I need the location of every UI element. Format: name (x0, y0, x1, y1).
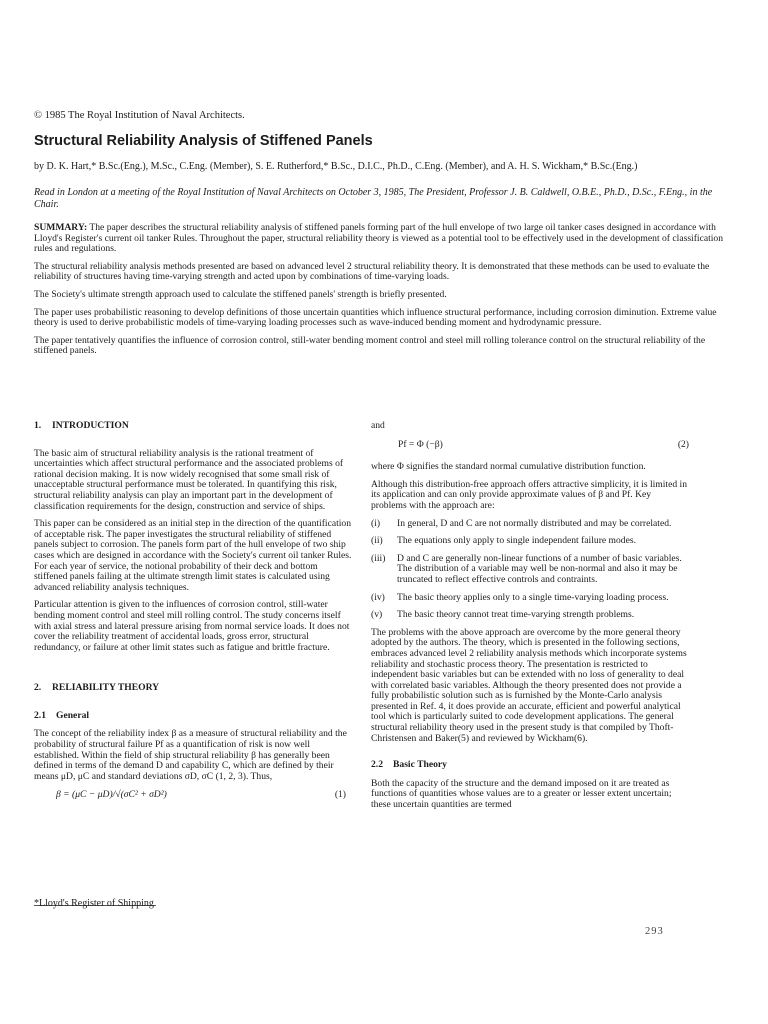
venue-line: Read in London at a meeting of the Royal Institution of Naval Architects on October 3, 1985, The President, Professor J. B. Caldwell, O.B.E., Ph.D., D.Sc., F.Eng., in the Chair. (34, 187, 713, 210)
subsection-heading-general (34, 711, 352, 722)
list-text: The basic theory cannot treat time-varying strength problems. (397, 609, 635, 621)
subsection-title: General (56, 709, 90, 721)
right-column (371, 421, 689, 818)
subsection-heading-basic-theory (371, 760, 689, 771)
section-number: 1. (34, 420, 42, 431)
summary-paragraph: The structural reliability analysis methods presented are based on advanced level 2 structural reliability theory. It is demonstrated that these methods can be used to evaluate the reliability of structures having time-varying strength and acted upon by combinations of time-varying loads. (34, 260, 710, 283)
list-text: D and C are generally non-linear functions of a number of basic variables. The distribution of a variable may well be non-normal and also it may be truncated to reflect effective controls and contraints. (397, 552, 682, 585)
body-paragraph: where Φ signifies the standard normal cumulative distribution function. (371, 461, 646, 473)
body-paragraph: The concept of the reliability index β as a measure of structural reliability and the probability of structural failure Pf as a quantification of risk is now well established. Within the field of ship structural reliability β has generally been defined in terms of the demand D and capability C, which are defined by their means μD, μC and standard deviations σD, σC (1, 2, 3). Thus, (34, 728, 347, 782)
body-paragraph: Although this distribution-free approach offers attractive simplicity, it is limited in its application and can only provide approximate values of β and Pf. Key problems with the approach are: (371, 478, 687, 511)
subsection-number: 2.2 (371, 759, 383, 771)
section-heading-reliability-theory (34, 683, 352, 694)
body-paragraph: This paper can be considered as an initial step in the direction of the quantification of acceptable risk. The paper investigates the structural reliability of stiffened panels subject to corrosion. The panels form part of the hull envelope of two ship cases which are designed in accordance with the Society's current oil tanker Rules. For each year of service, the notional probability of their deck and bottom stiffened panels failing at the ultimate strength limit states is calculated using advanced reliability analysis techniques. (34, 518, 352, 593)
page-number: 293 (645, 926, 664, 937)
equation-1 (34, 790, 352, 801)
section-heading-introduction (34, 421, 352, 432)
list-marker: (iii) (371, 552, 386, 564)
section-number: 2. (34, 682, 42, 694)
list-marker: (i) (371, 517, 381, 529)
left-column (34, 421, 352, 813)
equation-2 (371, 440, 689, 451)
summary-label: SUMMARY: (34, 222, 88, 233)
equation-number: (1) (334, 789, 346, 801)
list-marker: (iv) (371, 591, 385, 603)
copyright-notice: © 1985 The Royal Institution of Naval Architects. (34, 110, 245, 121)
author-line: by D. K. Hart,* B.Sc.(Eng.), M.Sc., C.Eng. (Member), S. E. Rutherford,* B.Sc., D.I.C., Ph.D., C.Eng. (Member), and A. H. S. Wickham,* B.Sc.(Eng.) (34, 161, 638, 172)
section-title: INTRODUCTION (52, 420, 129, 431)
list-item (371, 593, 689, 604)
list-item (371, 610, 689, 621)
summary-text: The paper describes the structural reliability analysis of stiffened panels forming part of the hull envelope of two large oil tanker cases designed in accordance with Lloyd's Register's current oil tanker Rules. Throughout the paper, structural reliability theory is viewed as a potential tool to be effectively used in the development of classification rules and regulations. (34, 222, 724, 255)
body-paragraph: Both the capacity of the structure and the demand imposed on it are treated as functions of quantities whose values are to a greater or lesser extent uncertain; these uncertain quantities are termed (371, 777, 672, 811)
problem-list (371, 519, 689, 621)
body-paragraph: The basic aim of structural reliability analysis is the rational treatment of uncertainties which affect structural performance and the associated problems of rational decision making. It is now widely recognised that some small risk of unacceptable structural performance must be tolerated. In quantifying this risk, structural reliability analysis can play an important part in the development of classification requirements for the design, construction and service of ships. (34, 447, 344, 512)
section-title: RELIABILITY THEORY (52, 682, 160, 694)
list-item (371, 536, 689, 547)
list-marker: (v) (371, 609, 383, 621)
list-text: In general, D and C are not normally distributed and may be correlated. (397, 517, 672, 529)
list-marker: (ii) (371, 535, 383, 547)
paper-title: Structural Reliability Analysis of Stiffened Panels (34, 133, 373, 149)
body-paragraph: Particular attention is given to the influences of corrosion control, still-water bending moment control and steel mill rolling control. The study concerns itself with axial stress and lateral pressure arising from normal service loads. It does not cover the reliability treatment of accidental loads, gross error, structural redundancy, or failure at other limit states such as fatigue and brittle fracture. (34, 599, 350, 653)
summary-paragraph: The paper uses probabilistic reasoning to develop definitions of those uncertain quantities which influence structural performance, including corrosion diminution. Extreme value theory is used to derive probabilistic models of time-varying loading processes such as wave-induced bending moment and hydrodynamic pressure. (34, 306, 717, 329)
list-item (371, 519, 689, 530)
list-item (371, 554, 689, 586)
body-text: and (371, 420, 385, 431)
summary-block (34, 223, 734, 364)
equation-body: Pf = Φ (−β) (398, 438, 443, 450)
equation-body: β = (μC − μD)/√(σC² + σD²) (56, 789, 167, 801)
summary-paragraph (34, 223, 734, 255)
subsection-number: 2.1 (34, 709, 46, 721)
list-text: The basic theory applies only to a single time-varying loading process. (397, 591, 669, 603)
summary-paragraph: The Society's ultimate strength approach used to calculate the stiffened panels' strength is briefly presented. (34, 288, 447, 300)
equation-number: (2) (677, 438, 689, 450)
subsection-title: Basic Theory (393, 759, 447, 771)
footnote: *Lloyd's Register of Shipping (34, 898, 154, 909)
body-paragraph: The problems with the above approach are overcome by the more general theory adopted by the authors. The theory, which is presented in the following sections, embraces advanced level 2 reliability analysis methods which incorporate systems reliability and stochastic process theory. The presentation is restricted to independent basic variables but can be extended with no loss of generality to deal with correlated basic variables. Although the theory presented does not provide a fully probabilistic solution such as is furnished by the Monte-Carlo analysis presented in Ref. 4, it does provide an accurate, efficient and powerful analytical tool which is particularly suited to code development applications. The general structural reliability theory used in the present study is that compiled by Thoft-Christensen and Baker(5) and reviewed by Wickham(6). (371, 626, 687, 744)
list-text: The equations only apply to single independent failure modes. (397, 535, 636, 547)
summary-paragraph: The paper tentatively quantifies the influence of corrosion control, still-water bending moment control and steel mill rolling tolerance control on the structural reliability of the stiffened panels. (34, 334, 706, 357)
